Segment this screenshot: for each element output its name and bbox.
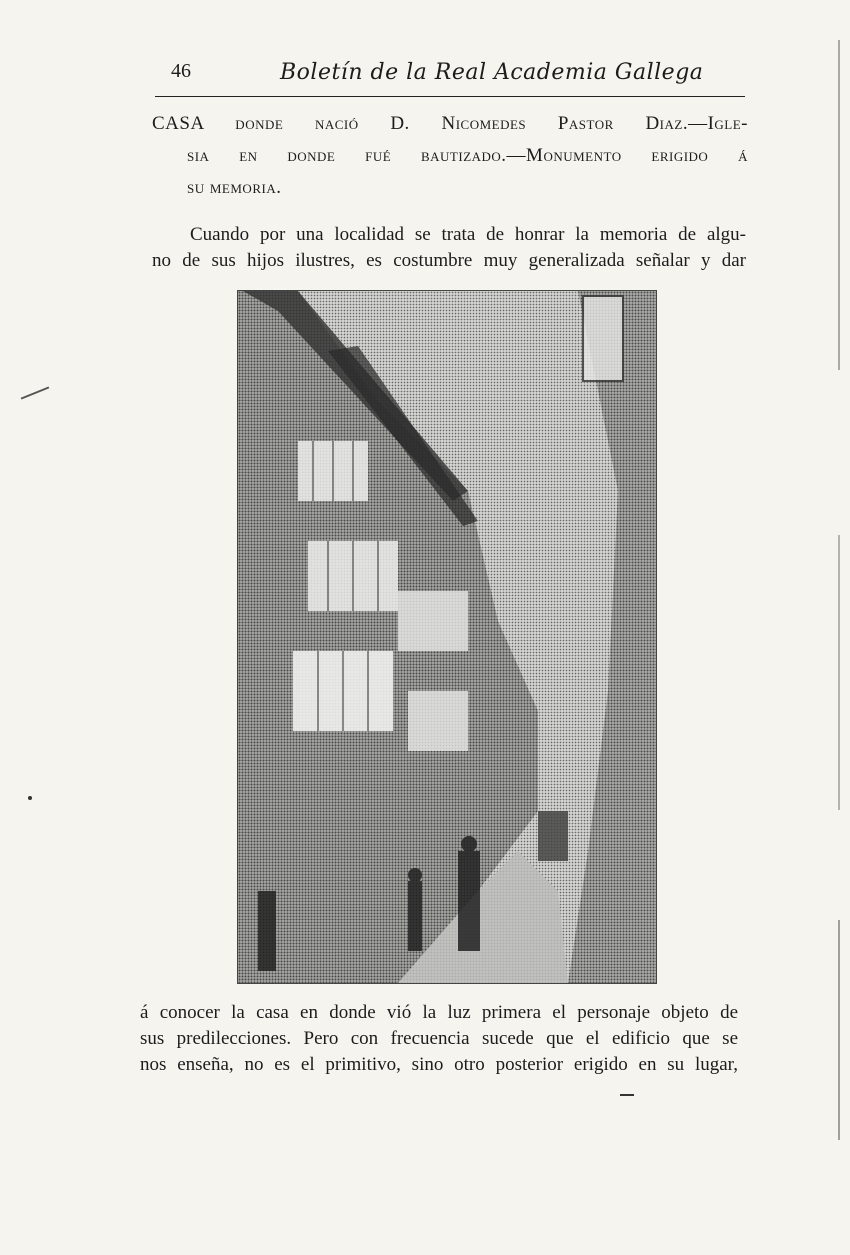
heading-line: sia en donde fué bautizado.—Monumento erigido á: [187, 145, 748, 166]
paragraph-line: á conocer la casa en donde vió la luz primera el personaje objeto de: [140, 1002, 738, 1023]
street-photograph-icon: [238, 291, 656, 983]
paragraph-line: sus predilecciones. Pero con frecuencia sucede que el edificio que se: [140, 1028, 738, 1049]
heading-line: CASA donde nació D. Nicomedes Pastor Diaz.—Igle-: [152, 113, 748, 134]
paragraph-line: nos enseña, no es el primitivo, sino otro posterior erigido en su lugar,: [140, 1054, 738, 1075]
running-title: Boletín de la Real Academia Gallega: [280, 60, 704, 85]
scan-artifact: [28, 796, 32, 800]
paragraph-intro: [152, 222, 746, 274]
section-heading: [152, 108, 748, 204]
paragraph-continued: [140, 1000, 738, 1078]
scan-artifact: [21, 386, 50, 399]
page-number: 46: [171, 60, 191, 82]
page-header: [155, 56, 745, 97]
paragraph-line: Cuando por una localidad se trata de honrar la memoria de algu-: [190, 224, 746, 245]
paragraph-line: no de sus hijos ilustres, es costumbre muy generalizada señalar y dar: [152, 250, 746, 271]
street-photograph: [237, 290, 657, 984]
scan-artifact: [620, 1094, 634, 1096]
scan-edge: [838, 40, 840, 1140]
heading-line: su memoria.: [187, 177, 282, 198]
